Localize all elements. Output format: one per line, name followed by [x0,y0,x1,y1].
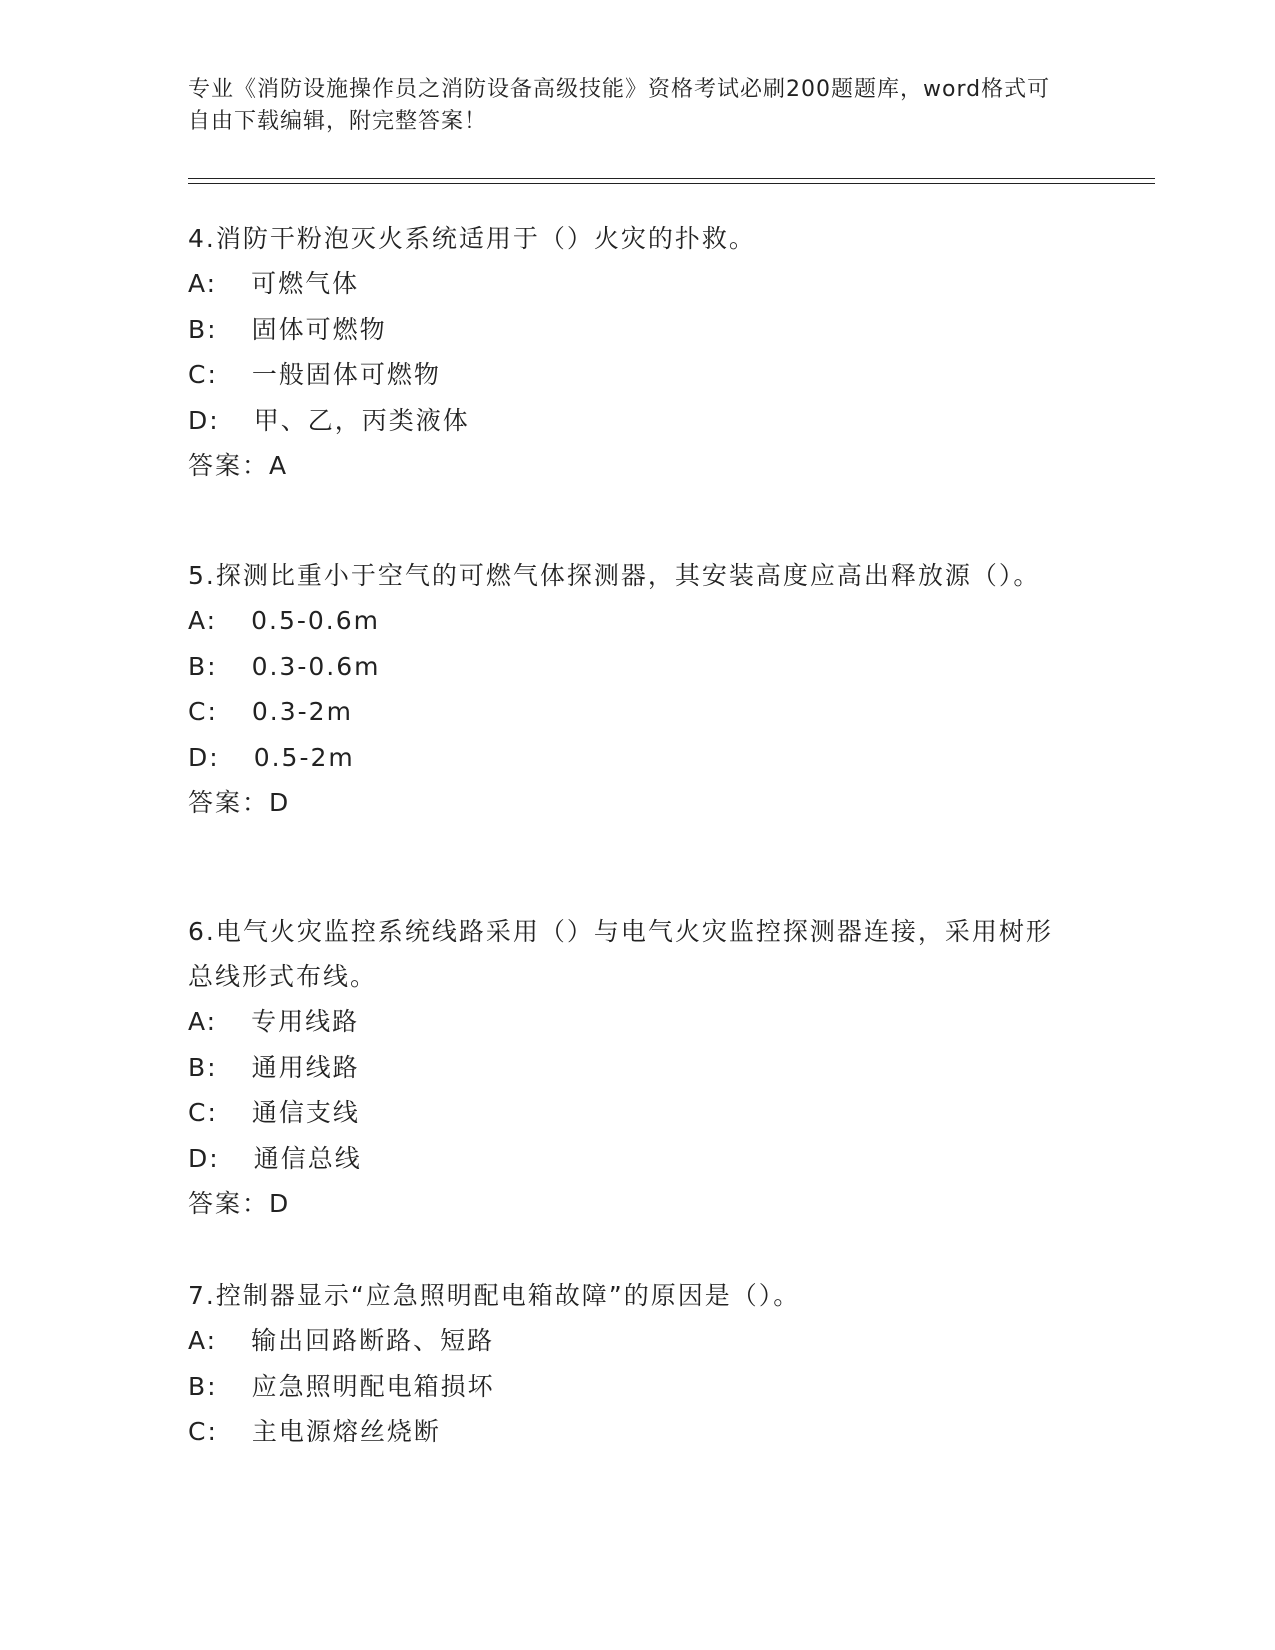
option-c [188,352,1068,398]
option-b [188,1364,1068,1410]
document-header [188,74,1068,138]
option-d [188,398,1068,444]
option-b [188,307,1068,353]
option-text: 0.5-2m [253,742,355,772]
option-letter: D: [188,405,220,435]
option-letter: B: [188,314,218,344]
answer-label: 答案：A [188,451,289,480]
option-text: 主电源熔丝烧断 [251,1417,441,1446]
option-d [188,1136,1068,1182]
answer-label: 答案：D [188,788,291,817]
question-stem: 6.电气火灾监控系统线路采用（）与电气火灾监控探测器连接，采用树形总线形式布线。 [188,917,1053,991]
header-divider-bottom [188,183,1155,184]
option-text: 0.3-2m [251,697,353,726]
option-text: 专用线路 [251,1007,360,1036]
question-5 [188,553,1068,826]
question-7 [188,1273,1068,1455]
option-d [188,735,1068,781]
option-letter: A: [188,1326,218,1355]
question-stem: 4.消防干粉泡灭火系统适用于（）火灾的扑救。 [188,224,756,253]
option-a [188,261,1068,307]
option-text: 0.3-0.6m [251,651,381,681]
question-stem: 7.控制器显示“应急照明配电箱故障”的原因是（）。 [188,1281,801,1310]
option-text: 通信总线 [253,1143,362,1173]
option-letter: A: [188,269,218,298]
option-letter: D: [188,742,220,772]
option-text: 通信支线 [251,1098,360,1127]
option-letter: A: [188,1007,218,1036]
option-text: 应急照明配电箱损坏 [251,1371,495,1401]
option-letter: D: [188,1143,220,1173]
option-letter: C: [188,1417,218,1446]
option-letter: B: [188,1371,218,1401]
option-text: 可燃气体 [251,269,360,298]
header-text: 专业《消防设施操作员之消防设备高级技能》资格考试必刷200题题库，word格式可自由下载编辑，附完整答案！ [188,77,1051,134]
option-letter: B: [188,651,218,681]
option-c [188,689,1068,735]
option-text: 通用线路 [251,1052,360,1082]
option-text: 0.5-0.6m [251,606,380,635]
option-text: 一般固体可燃物 [251,360,441,389]
question-6 [188,909,1068,1227]
option-letter: C: [188,697,218,726]
question-4 [188,216,1068,489]
option-a [188,598,1068,644]
option-text: 输出回路断路、短路 [251,1326,495,1355]
option-text: 固体可燃物 [251,314,387,344]
option-b [188,1045,1068,1091]
option-letter: C: [188,1098,218,1127]
option-letter: B: [188,1052,218,1082]
option-letter: C: [188,360,218,389]
option-b [188,644,1068,690]
option-a [188,999,1068,1045]
option-c [188,1409,1068,1455]
option-a [188,1318,1068,1364]
option-text: 甲、乙，丙类液体 [253,405,470,435]
option-c [188,1090,1068,1136]
header-divider-top [188,178,1155,179]
question-stem: 5.探测比重小于空气的可燃气体探测器，其安装高度应高出释放源（）。 [188,561,1041,590]
option-letter: A: [188,606,218,635]
answer-label: 答案：D [188,1189,291,1218]
